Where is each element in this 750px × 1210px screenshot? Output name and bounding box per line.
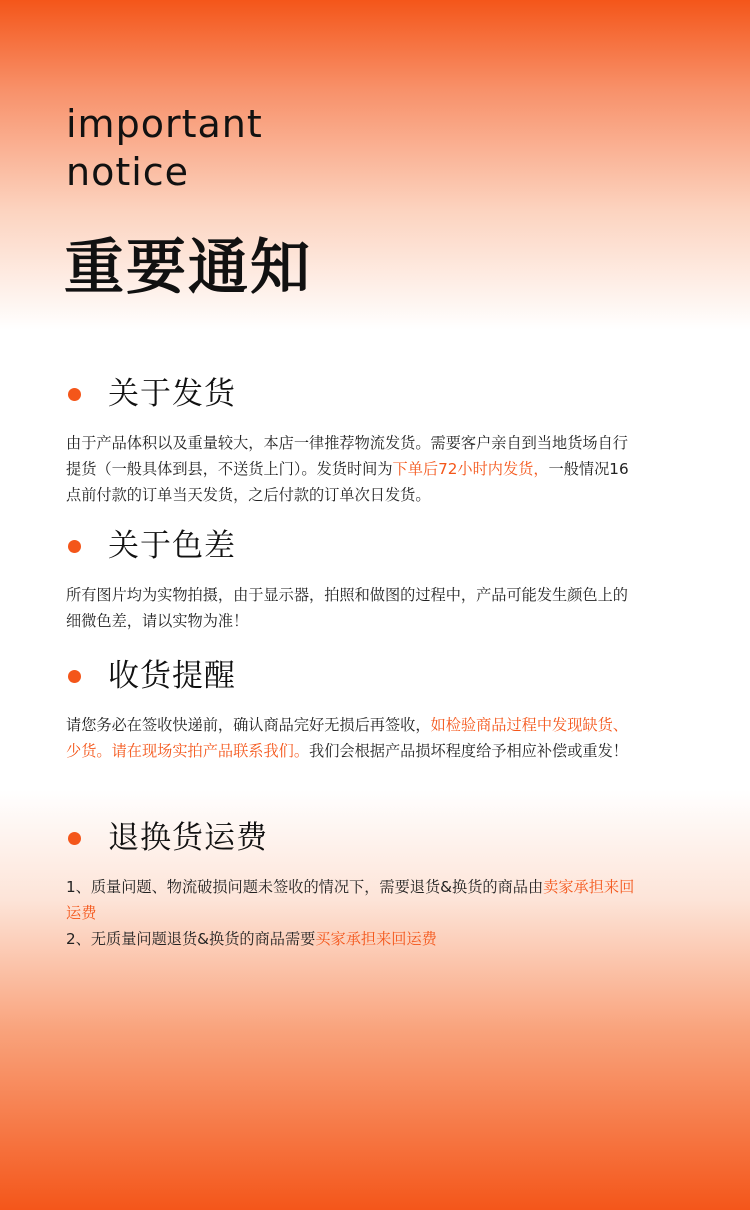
english-title-line-1: important: [66, 102, 263, 146]
bullet-dot-icon: [68, 670, 81, 683]
section-color-difference: [66, 526, 636, 634]
section-header: [66, 656, 636, 700]
list-item: [66, 926, 636, 952]
section-title: 退换货运费: [108, 820, 268, 856]
bullet-dot-icon: [68, 832, 81, 845]
section-body: [66, 874, 636, 952]
section-body: [66, 582, 636, 634]
section-return-shipping: [66, 818, 636, 952]
section-title: 关于色差: [108, 528, 236, 564]
section-title: 收货提醒: [108, 658, 236, 694]
body-text: 由于产品体积以及重量较大，本店一律推荐物流发货。需要客户亲自到当地货场自行提货（一般具体到县，不送货上门）。发货时间为: [66, 434, 628, 478]
highlight-text: 下单后72小时内发货，: [392, 460, 549, 478]
english-title: [66, 100, 263, 196]
page-title: 重要通知: [64, 233, 312, 303]
section-body: [66, 430, 636, 508]
section-header: [66, 526, 636, 570]
list-item: [66, 874, 636, 926]
section-body: [66, 712, 636, 764]
body-text: 所有图片均为实物拍摄，由于显示器，拍照和做图的过程中，产品可能发生颜色上的细微色差，请以实物为准！: [66, 586, 628, 630]
body-text: 1、质量问题、物流破损问题未签收的情况下，需要退货&换货的商品由: [66, 878, 544, 896]
section-header: [66, 818, 636, 862]
body-text: 我们会根据产品损坏程度给予相应补偿或重发！: [309, 742, 628, 760]
section-title: 关于发货: [108, 376, 236, 412]
highlight-text: 卖家承担来回运费: [66, 878, 635, 922]
section-receipt-reminder: [66, 656, 636, 764]
body-text: 一般情况16点前付款的订单当天发货，之后付款的订单次日发货。: [66, 460, 629, 504]
bullet-dot-icon: [68, 388, 81, 401]
highlight-text: 如检验商品过程中发现缺货、少货。请在现场实拍产品联系我们。: [66, 716, 628, 760]
section-shipping: [66, 374, 636, 508]
section-header: [66, 374, 636, 418]
english-title-line-2: notice: [66, 150, 190, 194]
bullet-dot-icon: [68, 540, 81, 553]
body-text: 请您务必在签收快递前，确认商品完好无损后再签收，: [66, 716, 431, 734]
highlight-text: 买家承担来回运费: [315, 930, 437, 948]
body-text: 2、无质量问题退货&换货的商品需要: [66, 930, 316, 948]
